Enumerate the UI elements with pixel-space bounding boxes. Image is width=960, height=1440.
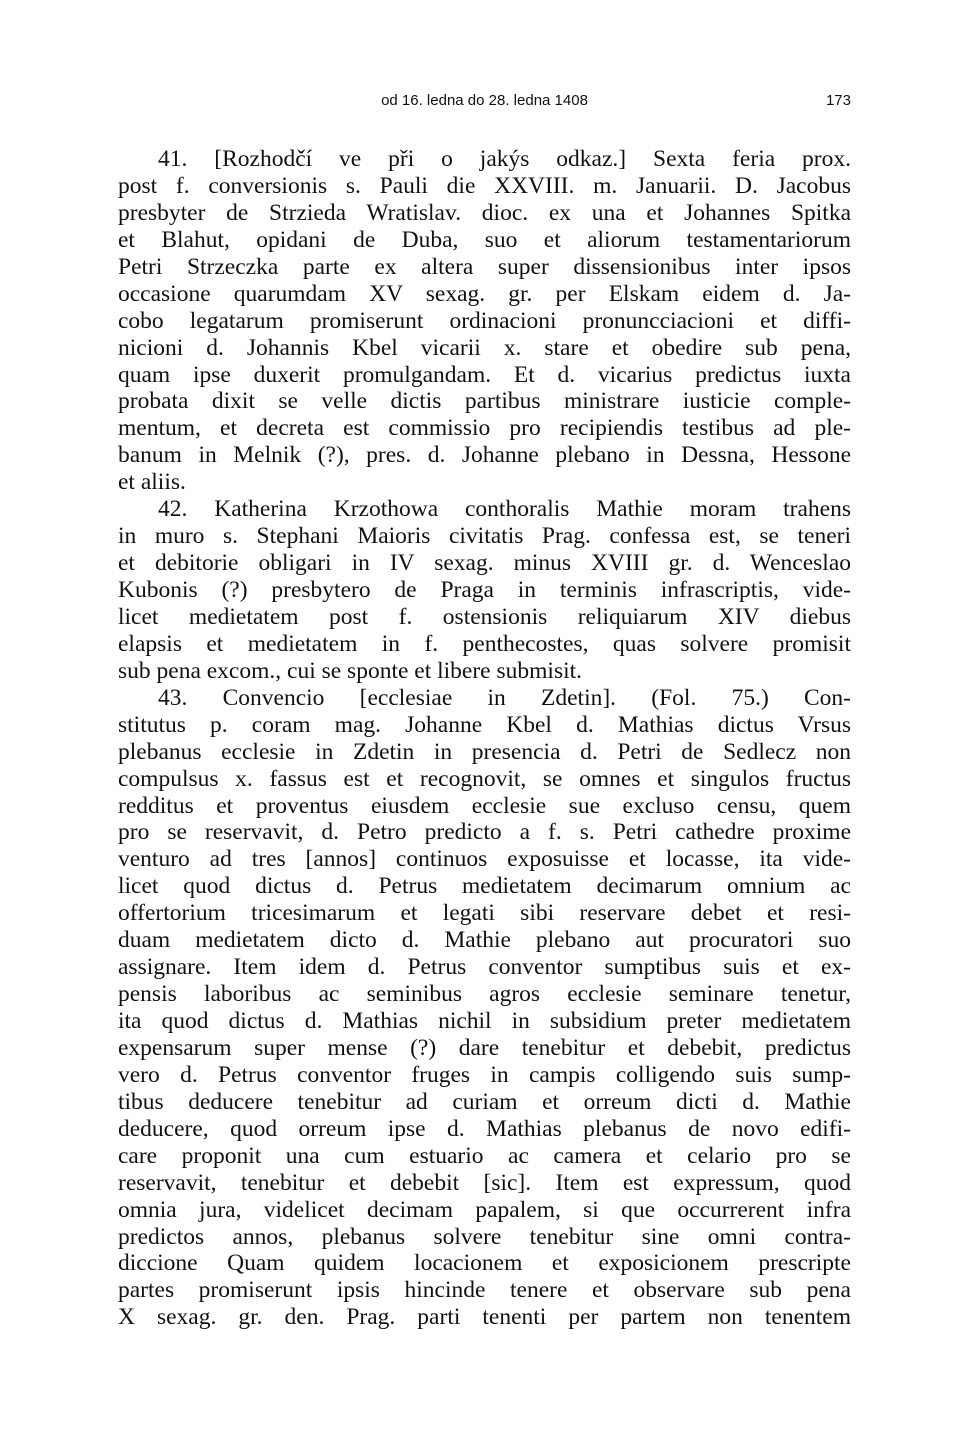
text-line: X sexag. gr. den. Prag. parti tenenti per partem non tenentem (118, 1304, 851, 1331)
text-line: stitutus p. coram mag. Johanne Kbel d. Mathias dictus Vrsus (118, 711, 851, 738)
text-line: Petri Strzeczka parte ex altera super dissensionibus inter ipsos (118, 253, 851, 280)
running-title: od 16. ledna do 28. ledna 1408 (381, 92, 588, 109)
text-line: cobo legatarum promiserunt ordinacioni pronuncciacioni et diffi- (118, 307, 851, 334)
text-line: 43. Convencio [ecclesiae in Zdetin]. (Fol. 75.) Con- (158, 684, 851, 711)
text-line: offertorium tricesimarum et legati sibi reservare debet et resi- (118, 900, 851, 927)
text-line: vero d. Petrus conventor fruges in campis colligendo suis sump- (118, 1061, 851, 1088)
text-line: licet quod dictus d. Petrus medietatem decimarum omnium ac (118, 873, 851, 900)
text-line: mentum, et decreta est commissio pro recipiendis testibus ad ple- (118, 415, 851, 442)
text-line: banum in Melnik (?), pres. d. Johanne plebano in Dessna, Hessone (118, 442, 851, 469)
text-line: assignare. Item idem d. Petrus conventor sumptibus suis et ex- (118, 954, 851, 981)
text-line: 41. [Rozhodčí ve při o jakýs odkaz.] Sexta feria prox. (158, 146, 851, 172)
text-line: omnia jura, videlicet decimam papalem, si que occurrerent infra (118, 1196, 851, 1223)
text-line: post f. conversionis s. Pauli die XXVIII. m. Januarii. D. Jacobus (118, 172, 851, 199)
text-line: occasione quarumdam XV sexag. gr. per Elskam eidem d. Ja- (118, 280, 851, 307)
text-line: probata dixit se velle dictis partibus ministrare iusticie comple- (118, 388, 851, 415)
text-line: ita quod dictus d. Mathias nichil in subsidium preter medietatem (118, 1008, 851, 1034)
text-line: reservavit, tenebitur et debebit [sic]. Item est expressum, quod (118, 1169, 851, 1196)
text-line: venturo ad tres [annos] continuos exposuisse et locasse, ita vide- (118, 846, 851, 873)
text-line: plebanus ecclesie in Zdetin in presencia d. Petri de Sedlecz non (118, 738, 851, 765)
running-head (118, 92, 851, 114)
text-line: redditus et proventus eiusdem ecclesie sue excluso censu, quem (118, 792, 851, 819)
text-line: quam ipse duxerit promulgandam. Et d. vicarius predictus iuxta (118, 361, 851, 388)
text-line: pensis laboribus ac seminibus agros ecclesie seminare tenetur, (118, 981, 851, 1008)
text-line: nicioni d. Johannis Kbel vicarii x. stare et obedire sub pena, (118, 334, 851, 361)
text-line: in muro s. Stephani Maioris civitatis Prag. confessa est, se teneri (118, 523, 851, 550)
text-line: expensarum super mense (?) dare tenebitur et debebit, predictus (118, 1034, 851, 1061)
text-line: 42. Katherina Krzothowa conthoralis Mathie moram trahens (158, 496, 851, 523)
text-line: sub pena excom., cui se sponte et libere submisit. (118, 657, 583, 684)
text-line: licet medietatem post f. ostensionis reliquiarum XIV diebus (118, 603, 851, 630)
body-text (118, 146, 851, 1331)
text-line: tibus deducere tenebitur ad curiam et orreum dicti d. Mathie (118, 1088, 851, 1115)
text-line: compulsus x. fassus est et recognovit, se omnes et singulos fructus (118, 765, 851, 792)
text-line: pro se reservavit, d. Petro predicto a f. s. Petri cathedre proxime (118, 819, 851, 846)
text-line: predictos annos, plebanus solvere tenebitur sine omni contra- (118, 1223, 851, 1250)
text-line: et Blahut, opidani de Duba, suo et aliorum testamentariorum (118, 226, 851, 253)
page-number: 173 (825, 92, 851, 109)
text-line: duam medietatem dicto d. Mathie plebano aut procuratori suo (118, 927, 851, 954)
text-line: et aliis. (118, 469, 186, 496)
text-line: elapsis et medietatem in f. penthecostes, quas solvere promisit (118, 630, 851, 657)
text-line: diccione Quam quidem locacionem et exposicionem prescripte (118, 1250, 851, 1277)
text-line: et debitorie obligari in IV sexag. minus XVIII gr. d. Wenceslao (118, 550, 851, 577)
text-line: partes promiserunt ipsis hincinde tenere et observare sub pena (118, 1277, 851, 1304)
text-line: care proponit una cum estuario ac camera et celario pro se (118, 1142, 851, 1169)
text-line: deducere, quod orreum ipse d. Mathias plebanus de novo edifi- (118, 1115, 851, 1142)
text-line: Kubonis (?) presbytero de Praga in terminis infrascriptis, vide- (118, 577, 851, 603)
text-line: presbyter de Strzieda Wratislav. dioc. ex una et Johannes Spitka (118, 199, 851, 226)
